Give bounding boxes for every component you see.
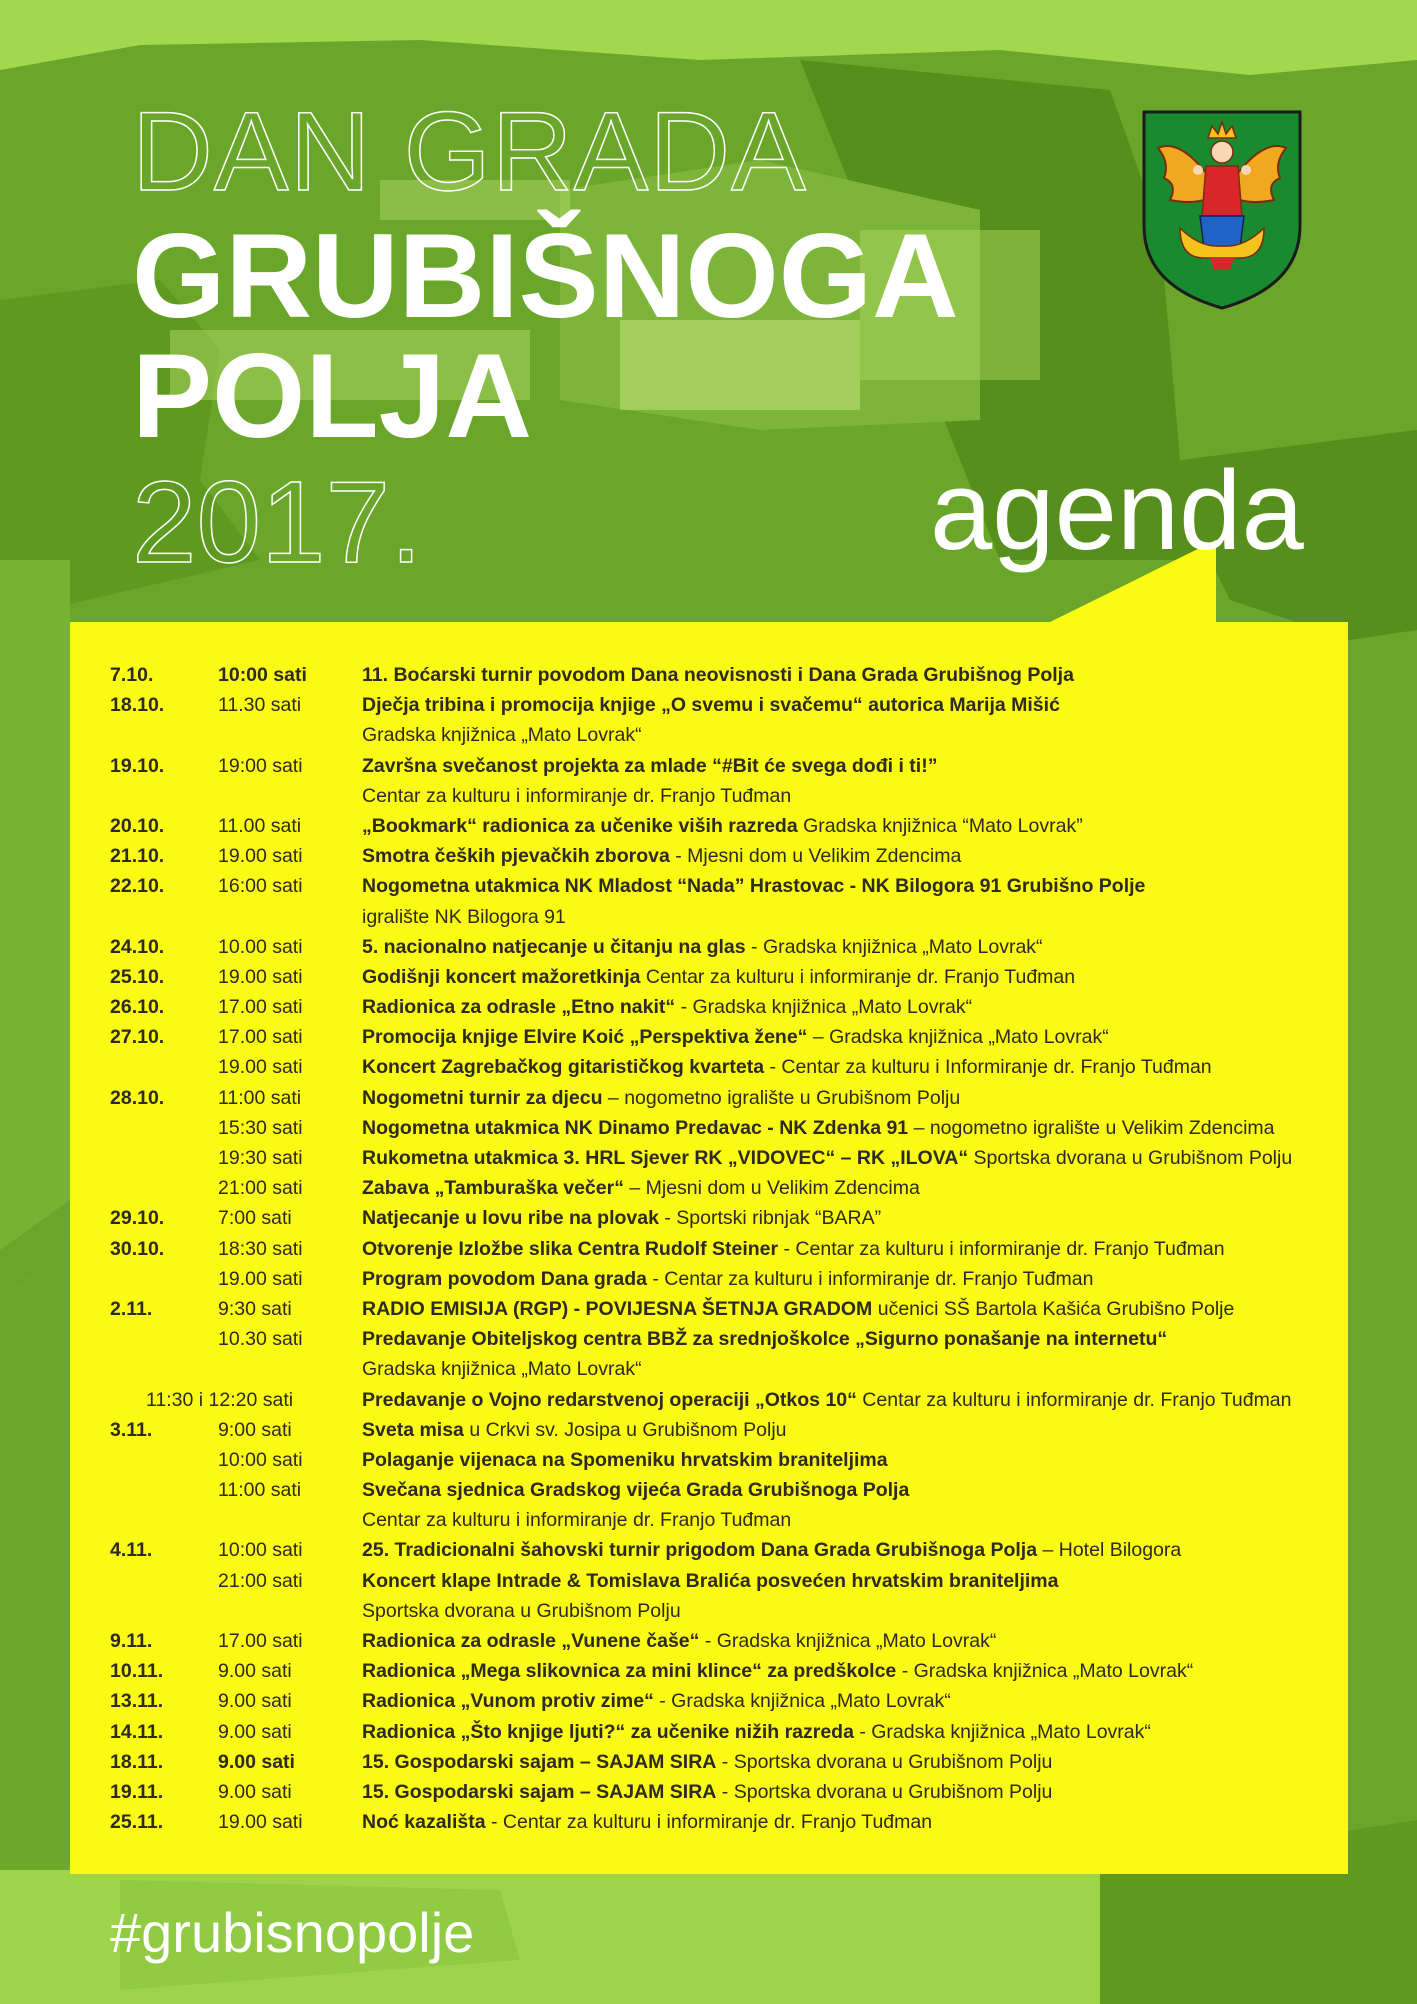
agenda-row	[110, 751, 1340, 781]
event-description	[362, 1264, 1094, 1294]
event-title: Natjecanje u lovu ribe na plovak	[362, 1207, 659, 1230]
event-title: Godišnji koncert mažoretkinja	[362, 965, 641, 988]
agenda-row	[110, 660, 1340, 690]
event-date: 10.11.	[110, 1660, 164, 1683]
event-description	[362, 1626, 996, 1656]
event-location: učenici SŠ Bartola Kašića Grubišno Polje	[872, 1297, 1235, 1320]
event-time: 10:00 sati	[218, 1539, 303, 1562]
event-time: 11:00 sati	[218, 1086, 302, 1109]
agenda-row	[110, 1475, 1340, 1505]
agenda-row	[110, 871, 1340, 901]
event-location: - Sportski ribnjak “BARA”	[658, 1207, 882, 1230]
event-date: 30.10.	[110, 1237, 165, 1260]
event-location: - Centar za kulturu i informiranje dr. Franjo Tuđman	[485, 1811, 933, 1834]
event-time: 19.00 sati	[218, 965, 303, 988]
event-date: 19.11.	[110, 1780, 164, 1803]
title-line-1: DAN GRADA	[132, 89, 807, 214]
title-line-2: GRUBIŠNOGA	[132, 209, 959, 343]
event-description	[362, 1113, 1275, 1143]
agenda-row	[110, 1535, 1340, 1565]
event-location: – Gradska knjižnica „Mato Lovrak“	[807, 1026, 1109, 1049]
event-title: Zabava „Tamburaška večer“	[362, 1177, 624, 1200]
event-description	[362, 1083, 960, 1113]
event-description	[362, 871, 1145, 901]
event-title: 15. Gospodarski sajam – SAJAM SIRA	[362, 1750, 717, 1773]
agenda-row	[110, 1717, 1340, 1747]
event-title: Radionica za odrasle „Etno nakit“	[362, 996, 676, 1019]
event-time: 9.00 sati	[218, 1780, 292, 1803]
event-location: Gradska knjižnica „Mato Lovrak“	[362, 724, 642, 747]
agenda-row	[110, 1385, 1340, 1415]
event-title: Program povodom Dana grada	[362, 1267, 647, 1290]
event-date: 25.11.	[110, 1811, 164, 1834]
agenda-row	[110, 1656, 1340, 1686]
agenda-row	[110, 1264, 1340, 1294]
event-date: 18.11.	[110, 1750, 164, 1773]
agenda-row	[110, 992, 1340, 1022]
event-description	[362, 1777, 1052, 1807]
event-location: – nogometno igralište u Grubišnom Polju	[602, 1086, 961, 1109]
event-date: 9.11.	[110, 1630, 153, 1652]
event-title: 5. nacionalno natjecanje u čitanju na glas	[362, 935, 746, 958]
agenda-row	[110, 1596, 1340, 1626]
event-time: 9.00 sati	[218, 1720, 292, 1743]
event-title: Promocija knjige Elvire Koić „Perspektiva žene“	[362, 1026, 808, 1049]
event-date: 18.10.	[110, 694, 165, 717]
event-description	[362, 751, 937, 781]
event-description	[362, 811, 1083, 841]
event-description	[362, 1385, 1292, 1415]
event-location: – nogometno igralište u Velikim Zdencima	[908, 1116, 1275, 1139]
event-time: 10:00 sati	[218, 664, 307, 686]
event-description	[362, 932, 1043, 962]
event-location: - Centar za kulturu i informiranje dr. Franjo Tuđman	[778, 1237, 1225, 1260]
event-title: Predavanje Obiteljskog centra BBŽ za srednjoškolce „Sigurno ponašanje na internetu“	[362, 1328, 1168, 1351]
event-location: - Centar za kulturu i Informiranje dr. Franjo Tuđman	[764, 1056, 1212, 1079]
event-time: 7:00 sati	[218, 1207, 292, 1230]
event-description	[362, 1234, 1225, 1264]
event-time: 11:00 sati	[218, 1479, 302, 1502]
event-date: 4.11.	[110, 1539, 153, 1562]
agenda-row	[110, 1626, 1340, 1656]
event-time: 10.30 sati	[218, 1328, 303, 1351]
agenda-row	[110, 932, 1340, 962]
event-title: „Bookmark“ radionica za učenike viših razreda	[362, 814, 798, 837]
event-title: 25. Tradicionalni šahovski turnir prigodom Dana Grada Grubišnoga Polja	[362, 1539, 1038, 1562]
event-time: 11:30 i 12:20 sati	[146, 1388, 294, 1411]
event-location: Sportska dvorana u Grubišnom Polju	[968, 1147, 1293, 1169]
event-date: 24.10.	[110, 935, 165, 958]
event-date: 13.11.	[110, 1690, 164, 1713]
event-description	[362, 660, 1074, 690]
event-location: Centar za kulturu i informiranje dr. Franjo Tuđman	[856, 1388, 1292, 1411]
agenda-row	[110, 1143, 1340, 1173]
agenda-row	[110, 690, 1340, 720]
event-location: - Sportska dvorana u Grubišnom Polju	[716, 1780, 1053, 1803]
event-time: 9.00 sati	[218, 1690, 292, 1713]
event-location: Centar za kulturu i informiranje dr. Franjo Tuđman	[362, 1509, 792, 1532]
event-location: u Crkvi sv. Josipa u Grubišnom Polju	[463, 1418, 787, 1441]
event-time: 17.00 sati	[218, 996, 303, 1019]
agenda-row	[110, 1324, 1340, 1354]
event-description	[362, 1535, 1181, 1565]
event-location: igralište NK Bilogora 91	[362, 905, 566, 928]
agenda-list	[110, 660, 1340, 1837]
agenda-row	[110, 1113, 1340, 1143]
event-title: RADIO EMISIJA (RGP) - POVIJESNA ŠETNJA GRADOM	[362, 1297, 873, 1320]
event-date: 25.10.	[110, 965, 165, 988]
event-time: 19.00 sati	[218, 1811, 303, 1834]
agenda-row	[110, 1445, 1340, 1475]
event-time: 18:30 sati	[218, 1237, 303, 1260]
event-location: – Mjesni dom u Velikim Zdencima	[623, 1177, 920, 1200]
agenda-row	[110, 841, 1340, 871]
hashtag: #grubisnopolje	[110, 1901, 475, 1964]
event-location: – Hotel Bilogora	[1037, 1539, 1182, 1562]
event-date: 3.11.	[110, 1418, 153, 1441]
event-location: Centar za kulturu i informiranje dr. Franjo Tuđman	[362, 784, 792, 807]
event-description	[362, 1717, 1151, 1747]
event-time: 11.30 sati	[218, 694, 302, 717]
event-title	[132, 89, 959, 587]
event-location: Gradska knjižnica „Mato Lovrak“	[362, 1358, 642, 1381]
event-time: 11.00 sati	[218, 814, 302, 837]
event-description	[362, 690, 1060, 720]
event-description	[362, 1566, 1059, 1596]
agenda-row	[110, 1747, 1340, 1777]
event-location: - Gradska knjižnica „Mato Lovrak“	[745, 935, 1043, 958]
agenda-row	[110, 811, 1340, 841]
agenda-row	[110, 1566, 1340, 1596]
event-time: 17.00 sati	[218, 1630, 303, 1652]
event-title: Smotra čeških pjevačkih zborova	[362, 845, 670, 868]
event-location: - Mjesni dom u Velikim Zdencima	[669, 845, 962, 868]
town-coat-of-arms-icon	[1140, 108, 1304, 312]
event-time: 9.00 sati	[218, 1660, 292, 1683]
event-location: - Gradska knjižnica „Mato Lovrak“	[675, 996, 973, 1019]
event-date: 27.10.	[110, 1026, 165, 1049]
agenda-row	[110, 1686, 1340, 1716]
event-location: Gradska knjižnica “Mato Lovrak”	[797, 814, 1083, 837]
event-time: 9:30 sati	[218, 1297, 292, 1320]
event-description	[362, 1686, 951, 1716]
event-description	[362, 1022, 1109, 1052]
agenda-row	[110, 1052, 1340, 1082]
event-date: 22.10.	[110, 875, 165, 898]
event-time: 19.00 sati	[218, 845, 303, 868]
event-description	[362, 1354, 642, 1384]
agenda-row	[110, 1234, 1340, 1264]
event-title: Sveta misa	[362, 1418, 464, 1441]
event-time: 19.00 sati	[218, 1056, 303, 1079]
event-location: - Gradska knjižnica „Mato Lovrak“	[699, 1630, 997, 1652]
event-title: Predavanje o Vojno redarstvenoj operaciji „Otkos 10“	[362, 1388, 857, 1411]
event-date: 20.10.	[110, 814, 165, 837]
event-date: 2.11.	[110, 1297, 153, 1320]
event-title: 11. Boćarski turnir povodom Dana neovisnosti i Dana Grada Grubišnog Polja	[362, 664, 1074, 686]
event-description	[362, 1445, 888, 1475]
event-description	[362, 841, 961, 871]
event-time: 19:00 sati	[218, 754, 303, 777]
event-date: 14.11.	[110, 1720, 164, 1743]
event-title: Nogometna utakmica NK Dinamo Predavac - NK Zdenka 91	[362, 1116, 909, 1139]
event-description	[362, 962, 1075, 992]
event-time: 9:00 sati	[218, 1418, 292, 1441]
event-title: 15. Gospodarski sajam – SAJAM SIRA	[362, 1780, 717, 1803]
event-location: - Gradska knjižnica „Mato Lovrak“	[896, 1660, 1194, 1683]
agenda-row	[110, 1807, 1340, 1837]
agenda-row	[110, 1203, 1340, 1233]
event-location: Centar za kulturu i informiranje dr. Franjo Tuđman	[640, 965, 1076, 988]
event-time: 21:00 sati	[218, 1177, 303, 1200]
event-title: Radionica „Mega slikovnica za mini klince“ za predškolce	[362, 1660, 897, 1683]
event-time: 16:00 sati	[218, 875, 303, 898]
event-description	[362, 902, 566, 932]
event-description	[362, 1807, 932, 1837]
event-description	[362, 1173, 920, 1203]
event-description	[362, 1052, 1212, 1082]
event-title: Nogometni turnir za djecu	[362, 1086, 603, 1109]
event-description	[362, 1475, 909, 1505]
event-description	[362, 1505, 791, 1535]
event-title: Dječja tribina i promocija knjige „O svemu i svačemu“ autorica Marija Mišić	[362, 694, 1060, 717]
event-date: 21.10.	[110, 845, 165, 868]
event-description	[362, 1415, 787, 1445]
event-date: 29.10.	[110, 1207, 165, 1230]
agenda-row	[110, 1173, 1340, 1203]
event-time: 21:00 sati	[218, 1569, 303, 1592]
event-description	[362, 992, 972, 1022]
event-time: 19.00 sati	[218, 1267, 303, 1290]
agenda-row	[110, 1777, 1340, 1807]
event-title: Svečana sjednica Gradskog vijeća Grada Grubišnoga Polja	[362, 1479, 910, 1502]
event-date: 26.10.	[110, 996, 165, 1019]
title-line-3: POLJA	[132, 329, 533, 463]
event-title: Radionica „Što knjige ljuti?“ za učenike nižih razreda	[362, 1720, 854, 1743]
event-location: - Gradska knjižnica „Mato Lovrak“	[853, 1720, 1151, 1743]
event-title: Završna svečanost projekta za mlade “#Bit će svega dođi i ti!”	[362, 754, 938, 777]
event-title: Koncert klape Intrade & Tomislava Bralića posvećen hrvatskim braniteljima	[362, 1569, 1059, 1592]
agenda-row	[110, 720, 1340, 750]
event-title: Noć kazališta	[362, 1811, 486, 1834]
event-time: 19:30 sati	[218, 1147, 303, 1169]
event-location: - Gradska knjižnica „Mato Lovrak“	[653, 1690, 951, 1713]
event-description	[362, 1143, 1292, 1173]
agenda-row	[110, 962, 1340, 992]
event-time: 10.00 sati	[218, 935, 303, 958]
event-description	[362, 781, 791, 811]
event-title: Nogometna utakmica NK Mladost “Nada” Hrastovac - NK Bilogora 91 Grubišno Polje	[362, 875, 1146, 898]
event-date: 19.10.	[110, 754, 165, 777]
agenda-row	[110, 1354, 1340, 1384]
event-description	[362, 1747, 1052, 1777]
event-location: Sportska dvorana u Grubišnom Polju	[362, 1599, 681, 1622]
event-title: Polaganje vijenaca na Spomeniku hrvatskim braniteljima	[362, 1448, 888, 1471]
event-time: 9.00 sati	[218, 1750, 295, 1773]
agenda-row	[110, 1022, 1340, 1052]
event-title: Rukometna utakmica 3. HRL Sjever RK „VIDOVEC“ – RK „ILOVA“	[362, 1147, 969, 1169]
event-location: - Sportska dvorana u Grubišnom Polju	[716, 1750, 1053, 1773]
title-year: 2017.	[132, 457, 423, 587]
event-description	[362, 1324, 1167, 1354]
agenda-row	[110, 1294, 1340, 1324]
event-location: - Centar za kulturu i informiranje dr. Franjo Tuđman	[646, 1267, 1094, 1290]
agenda-heading: agenda	[930, 448, 1304, 573]
event-title: Otvorenje Izložbe slika Centra Rudolf Steiner	[362, 1237, 779, 1260]
event-date: 28.10.	[110, 1086, 165, 1109]
event-description	[362, 1596, 681, 1626]
event-title: Koncert Zagrebačkog gitarističkog kvarteta	[362, 1056, 765, 1079]
event-description	[362, 1656, 1193, 1686]
agenda-row	[110, 781, 1340, 811]
event-title: Radionica za odrasle „Vunene čaše“	[362, 1630, 700, 1652]
event-description	[362, 1294, 1234, 1324]
event-time: 10:00 sati	[218, 1448, 303, 1471]
event-description	[362, 1203, 881, 1233]
agenda-row	[110, 1415, 1340, 1445]
event-date: 7.10.	[110, 664, 154, 686]
event-time: 17.00 sati	[218, 1026, 303, 1049]
event-description	[362, 720, 642, 750]
agenda-row	[110, 1505, 1340, 1535]
agenda-row	[110, 1083, 1340, 1113]
event-time: 15:30 sati	[218, 1116, 303, 1139]
agenda-row	[110, 902, 1340, 932]
event-title: Radionica „Vunom protiv zime“	[362, 1690, 654, 1713]
